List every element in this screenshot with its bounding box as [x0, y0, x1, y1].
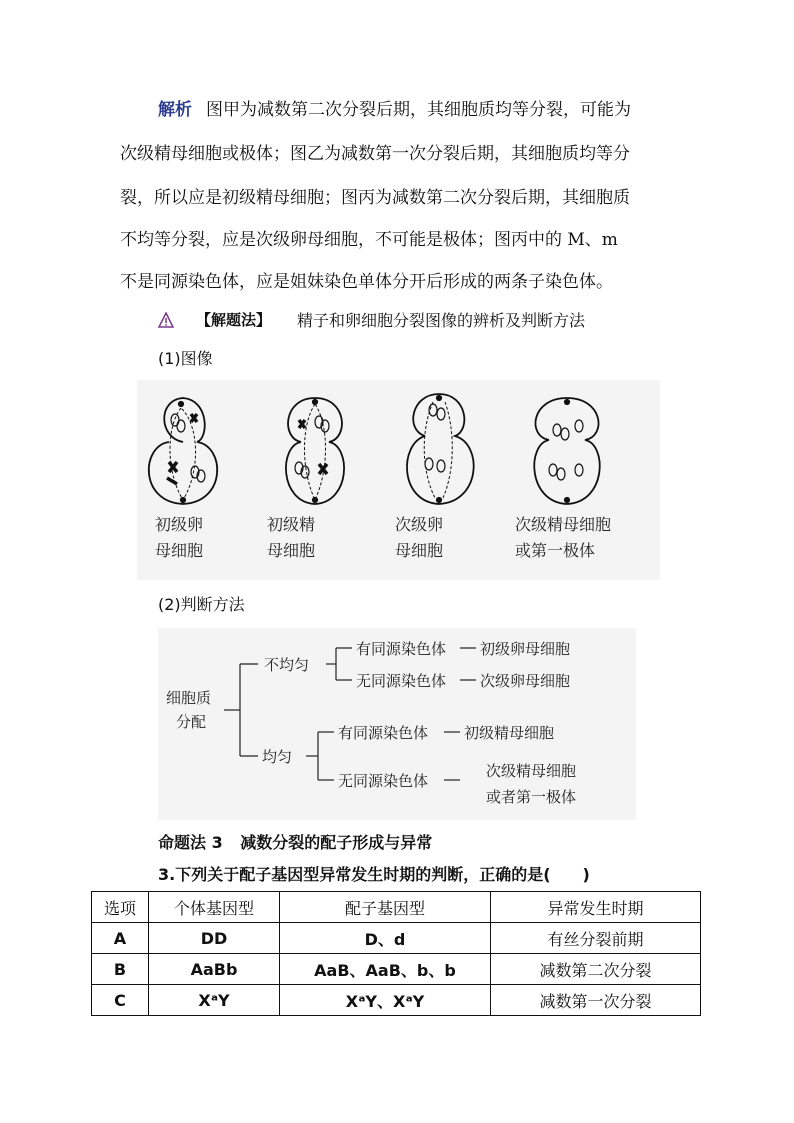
analysis-line-1: 图甲为减数第二次分裂后期，其细胞质均等分裂，可能为: [206, 100, 631, 120]
cell-primary-oocyte: [149, 398, 217, 504]
flow-result-secondary-oocyte: 次级卵母细胞: [480, 672, 571, 690]
warning-triangle-icon: [158, 312, 174, 328]
tip-head: 【解题法】: [196, 311, 272, 329]
flow-even-homologous: 有同源染色体: [338, 724, 429, 742]
tip-title: 精子和卵细胞分裂图像的辨析及判断方法: [297, 311, 586, 330]
table-row: B AaBb AaB、AaB、b、b 减数第二次分裂: [92, 954, 701, 985]
analysis-label: 解析: [158, 100, 192, 120]
flow-uneven: 不均匀: [264, 656, 310, 674]
analysis-line-4: 不均等分裂，应是次级卵母细胞，不可能是极体；图丙中的 M、m: [120, 230, 618, 250]
flow-result-primary-oocyte: 初级卵母细胞: [480, 640, 571, 658]
cell-primary-spermatocyte: [286, 398, 344, 504]
method3-heading: 命题法 3 减数分裂的配子形成与异常: [158, 833, 433, 852]
section1-label: (1)图像: [158, 349, 213, 368]
question-text: 3.下列关于配子基因型异常发生时期的判断，正确的是( ): [158, 865, 590, 884]
table-row: A DD D、d 有丝分裂前期: [92, 923, 701, 954]
analysis-line-5: 不是同源染色体，应是姐妹染色单体分开后形成的两条子染色体。: [120, 272, 613, 292]
caption-secondary-spermatocyte: 次级精母细胞 或第一极体: [515, 515, 612, 560]
section2-label: (2)判断方法: [158, 595, 245, 614]
tip-line: [158, 308, 585, 331]
flow-uneven-nonhomologous: 无同源染色体: [356, 672, 447, 690]
header-option: 选项: [92, 892, 149, 923]
analysis-line-2: 次级精母细胞或极体；图乙为减数第一次分裂后期，其细胞质均等分: [120, 144, 630, 164]
caption-secondary-oocyte: 次级卵 母细胞: [395, 515, 444, 560]
flow-result-secondary-spermatocyte: 次级精母细胞 或者第一极体: [486, 762, 577, 806]
flow-uneven-homologous: 有同源染色体: [356, 640, 447, 658]
caption-primary-oocyte: 初级卵 母细胞: [155, 515, 204, 560]
flow-even: 均匀: [262, 748, 293, 766]
judgment-flow: [158, 628, 636, 820]
cell-figure: [137, 380, 660, 580]
cell-secondary-oocyte: [407, 394, 474, 504]
table-header-row: [92, 892, 701, 923]
analysis-line-3: 裂，所以应是初级精母细胞；图丙为减数第二次分裂后期，其细胞质: [120, 188, 630, 208]
flow-result-primary-spermatocyte: 初级精母细胞: [464, 724, 555, 742]
options-table: [91, 891, 701, 1016]
flow-root: 细胞质 分配: [166, 689, 212, 731]
flow-even-nonhomologous: 无同源染色体: [338, 772, 429, 790]
cell-secondary-spermatocyte: [534, 398, 599, 504]
caption-primary-spermatocyte: 初级精 母细胞: [267, 515, 316, 560]
header-abnormal-period: 异常发生时期: [491, 892, 701, 923]
table-row: C XᵃY XᵃY、XᵃY 减数第一次分裂: [92, 985, 701, 1016]
header-individual-genotype: 个体基因型: [149, 892, 280, 923]
header-gamete-genotype: 配子基因型: [280, 892, 491, 923]
